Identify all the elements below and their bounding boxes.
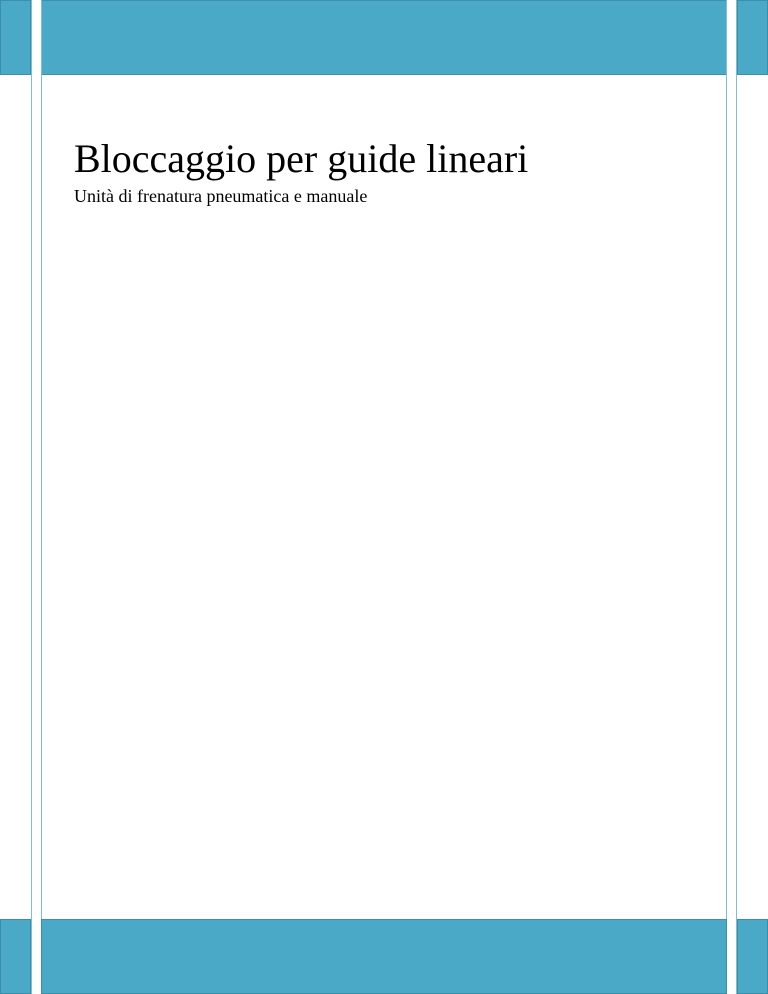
cover-content [74, 135, 714, 207]
right-outer-rule [736, 0, 737, 994]
right-inner-rule [726, 0, 727, 994]
left-outer-rule [31, 0, 32, 994]
document-title: Bloccaggio per guide lineari [74, 136, 529, 181]
bottom-footer-band [41, 919, 727, 994]
left-inner-rule [41, 0, 42, 994]
document-subtitle: Unità di frenatura pneumatica e manuale [74, 186, 368, 206]
bottom-right-band [737, 919, 768, 994]
top-right-band [737, 0, 768, 75]
top-header-band [41, 0, 727, 75]
bottom-left-band [0, 919, 31, 994]
top-left-band [0, 0, 31, 75]
